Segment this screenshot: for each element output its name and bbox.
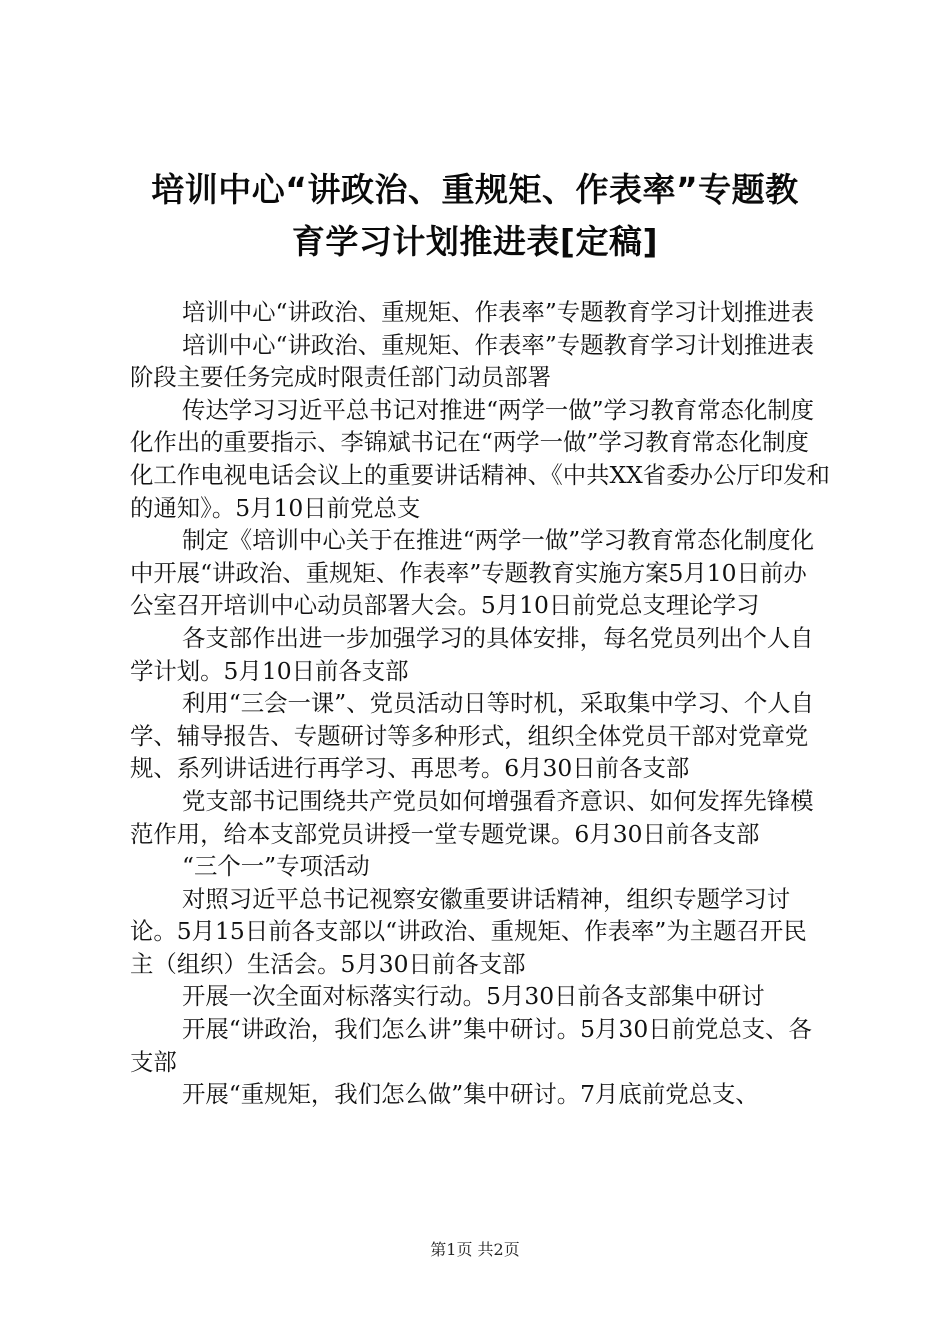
document-title [110,164,840,268]
paragraph-9: 对照习近平总书记视察安徽重要讲话精神，组织专题学习讨论。5月15日前各支部以“讲政治、重规矩、作表率”为主题召开民主（组织）生活会。5月30日前各支部 [130,884,807,978]
page-footer: 第1页 共2页 [430,1240,520,1259]
title-line-1: 培训中心“讲政治、重规矩、作表率”专题教 [151,170,799,209]
paragraph-12: 开展“重规矩，我们怎么做”集中研讨。7月底前党总支、 [182,1080,759,1109]
paragraph-1: 培训中心“讲政治、重规矩、作表率”专题教育学习计划推进表 [182,298,815,326]
paragraph-5: 各支部作出进一步加强学习的具体安排，每名党员列出个人自学计划。5月10日前各支部 [130,623,814,685]
paragraph-3: 传达学习习近平总书记对推进“两学一做”学习教育常态化制度化作出的重要指示、李锦斌书记在“两学一做”学习教育常态化制度化工作电视电话会议上的重要讲话精神、《中共XX省委办公厅印发和的通知》。5月10日前党总支 [130,395,830,522]
paragraph-2: 培训中心“讲政治、重规矩、作表率”专题教育学习计划推进表阶段主要任务完成时限责任部门动员部署 [130,330,815,392]
paragraph-7: 党支部书记围绕共产党员如何增强看齐意识、如何发挥先锋模范作用，给本支部党员讲授一堂专题党课。6月30日前各支部 [130,786,814,848]
document-body [130,296,830,1111]
paragraph-8: “三个一”专项活动 [182,852,370,881]
paragraph-10: 开展一次全面对标落实行动。5月30日前各支部集中研讨 [182,982,765,1011]
title-line-2: 育学习计划推进表[定稿] [291,222,659,261]
paragraph-6: 利用“三会一课”、党员活动日等时机，采取集中学习、个人自学、辅导报告、专题研讨等多种形式，组织全体党员干部对党章党规、系列讲话进行再学习、再思考。6月30日前各支部 [130,689,815,783]
paragraph-11: 开展“讲政治，我们怎么讲”集中研讨。5月30日前党总支、各支部 [130,1015,812,1076]
paragraph-4: 制定《培训中心关于在推进“两学一做”学习教育常态化制度化中开展“讲政治、重规矩、作表率”专题教育实施方案5月10日前办公室召开培训中心动员部署大会。5月10日前党总支理论学习 [130,526,815,620]
